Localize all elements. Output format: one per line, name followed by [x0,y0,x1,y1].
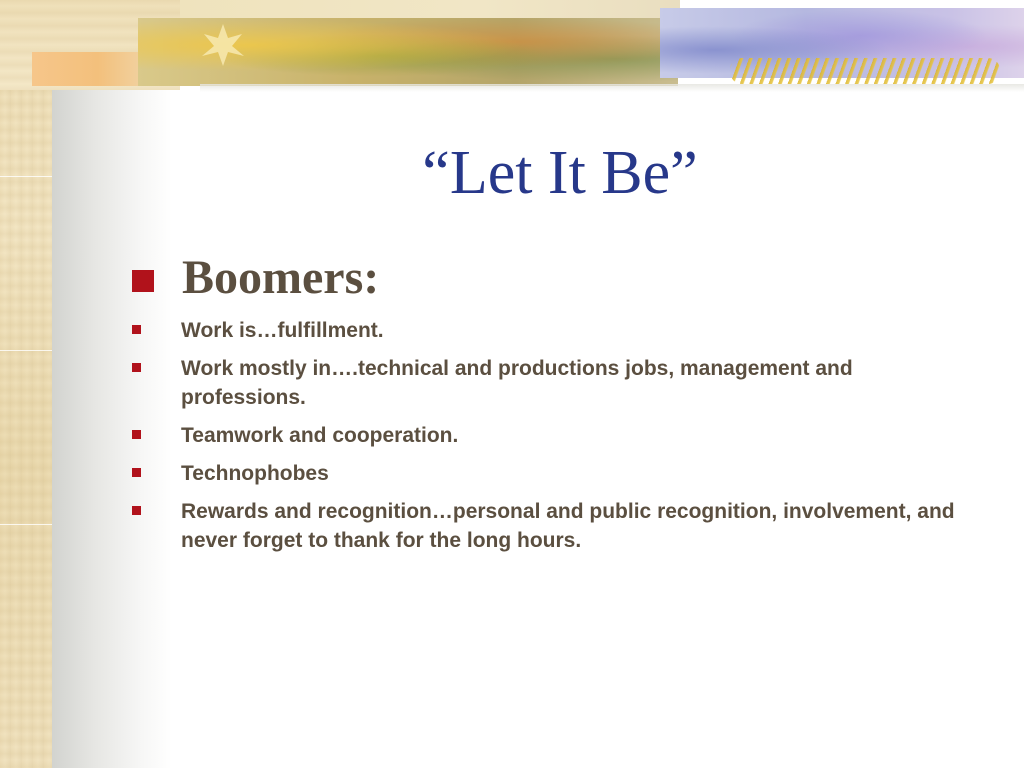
list-item-text: Teamwork and cooperation. [181,424,459,447]
banner-parchment-top [180,0,680,20]
square-bullet-icon [132,325,141,334]
decorative-banner [0,0,1024,90]
heading-text: Boomers: [182,251,380,304]
strip-divider [0,176,52,177]
list-item-text: Rewards and recognition…personal and public recognition, involvement, and never forget to thank for the long hours. [181,500,955,552]
strip-divider [0,350,52,351]
parchment-strip [0,0,52,768]
list-item [132,497,962,555]
strip-divider [0,524,52,525]
leaf-icon [200,22,246,68]
list-item [132,354,962,412]
banner-shadow [200,84,1024,92]
list-item-text: Technophobes [181,462,329,485]
list-item [132,421,962,450]
square-bullet-icon [132,468,141,477]
square-bullet-icon [132,506,141,515]
square-bullet-icon [132,270,154,292]
banner-orange-block [32,52,142,86]
square-bullet-icon [132,363,141,372]
banner-wheat-image [730,58,1000,84]
slide-title: “Let It Be” [422,139,698,207]
list-heading [132,250,962,306]
square-bullet-icon [132,430,141,439]
list-item [132,459,962,488]
list-item-text: Work is…fulfillment. [181,319,384,342]
bullet-list [132,250,962,564]
list-item [132,316,962,345]
list-item-text: Work mostly in….technical and productions jobs, management and professions. [181,357,853,409]
